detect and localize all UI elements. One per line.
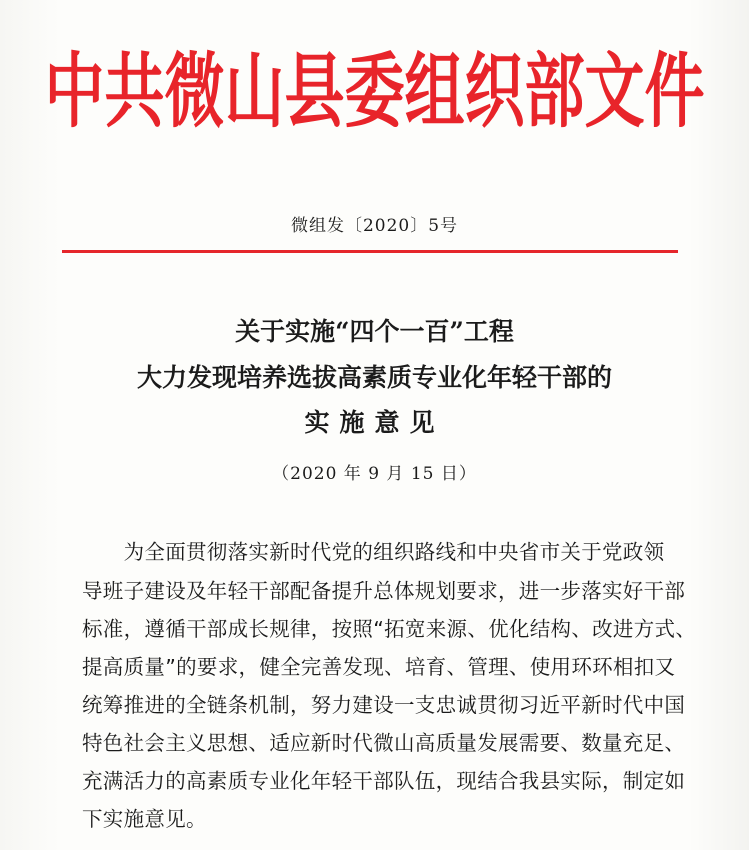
title-line-3: 实施意见 [304, 408, 445, 437]
document-number: 微组发〔2020〕5号 [290, 216, 459, 236]
issuer-header: 中共微山县委组织部文件 [44, 45, 705, 140]
body-line: 统筹推进的全链条机制，努力建设一支忠诚贯彻习近平新时代中国 [82, 693, 686, 717]
title-line-2: 大力发现培养选拔高素质专业化年轻干部的 [136, 363, 612, 392]
title-line-1: 关于实施“四个一百”工程 [235, 317, 514, 346]
body-line: 下实施意见。 [82, 807, 207, 831]
body-line: 充满活力的高素质专业化年轻干部队伍，现结合我县实际，制定如 [82, 769, 686, 793]
body-line: 特色社会主义思想、适应新时代微山高质量发展需要、数量充足、 [82, 731, 686, 755]
document-date: （2020 年 9 月 15 日） [272, 464, 477, 484]
body-line: 为全面贯彻落实新时代党的组织路线和中央省市关于党政领 [82, 540, 665, 564]
body-line: 提高质量”的要求，健全完善发现、培育、管理、使用环环相扣又 [82, 655, 676, 679]
body-line: 导班子建设及年轻干部配备提升总体规划要求，进一步落实好干部 [82, 579, 686, 603]
red-divider-rule [62, 250, 678, 253]
body-line: 标准，遵循干部成长规律，按照“拓宽来源、优化结构、改进方式、 [82, 617, 697, 641]
